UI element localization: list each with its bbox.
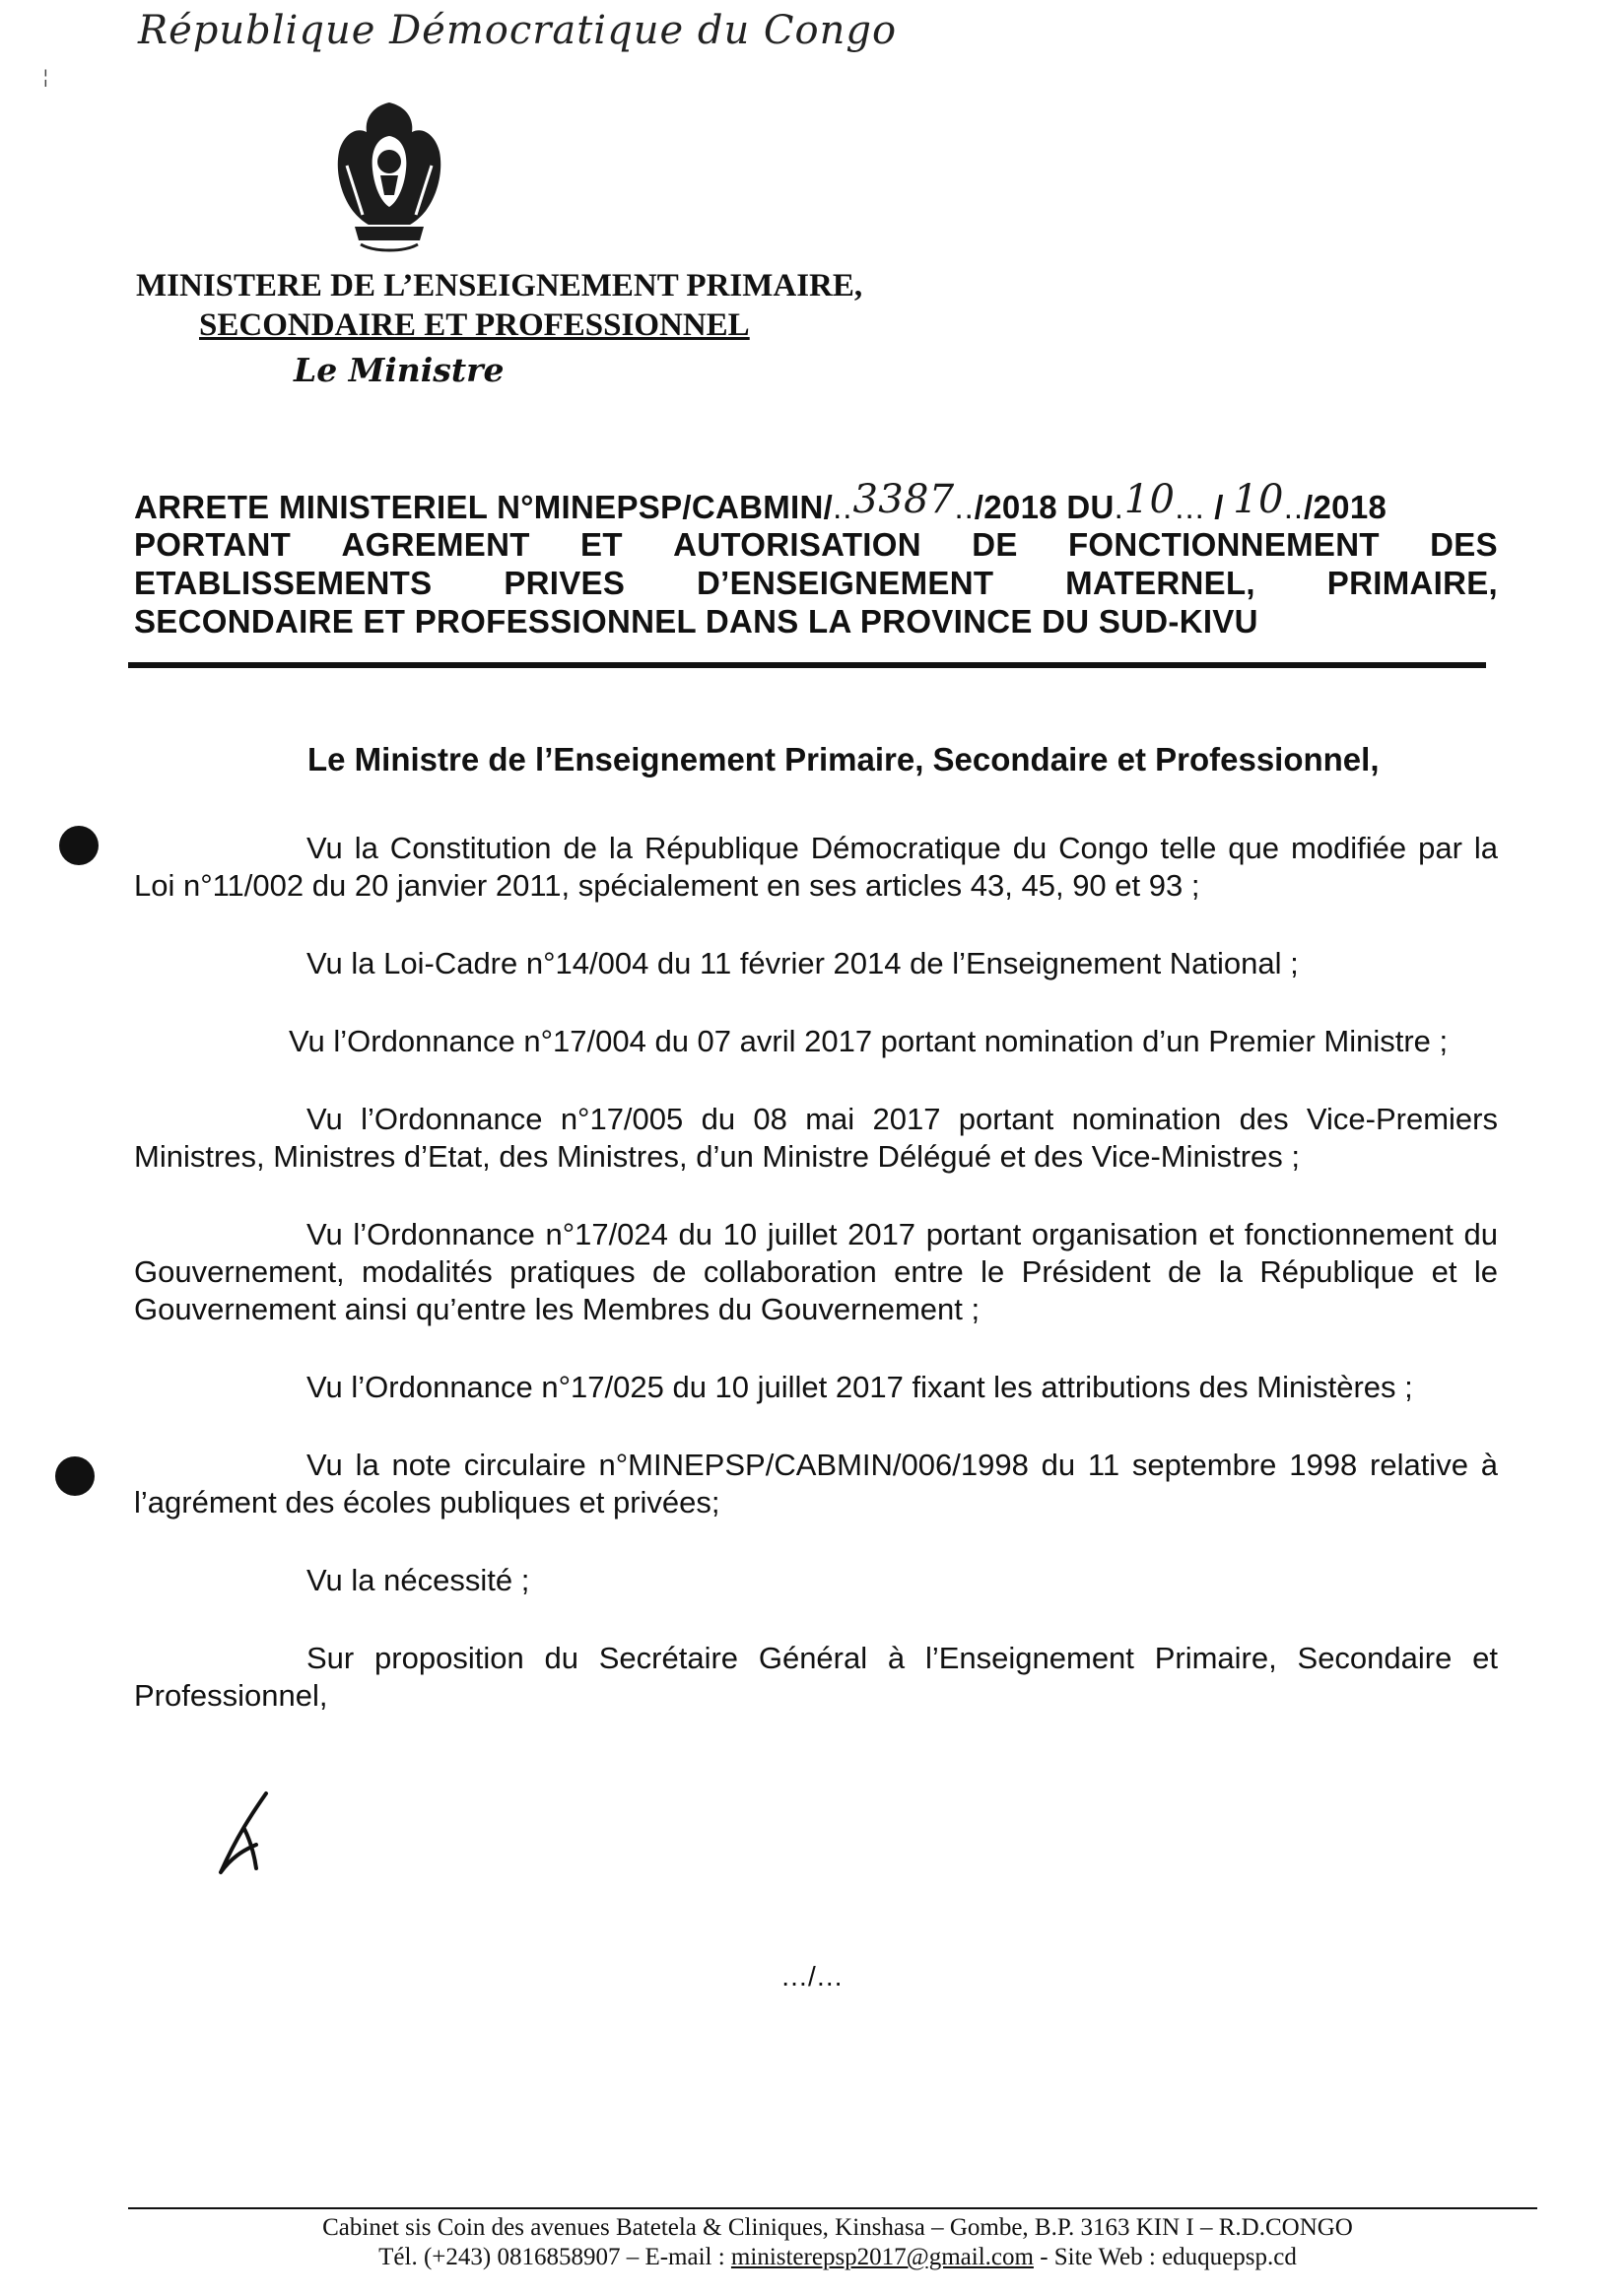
ministry-name-line-1: MINISTERE DE L’ENSEIGNEMENT PRIMAIRE, bbox=[136, 268, 863, 304]
preamble-paragraph: Vu la Constitution de la République Démocratique du Congo telle que modifiée par la Loi n°11/002 du 20 janvier 2011, spécialement en ses articles 43, 45, 90 et 93 ; bbox=[134, 831, 1498, 903]
arrete-reference-line: ARRETE MINISTERIEL N°MINEPSP/CABMIN/..3387../2018 DU.10... / 10../2018 bbox=[134, 477, 1387, 525]
arrete-number-suffix: /2018 DU bbox=[974, 489, 1115, 525]
arrete-title-line-2: PORTANT AGREMENT ET AUTORISATION DE FONCTIONNEMENT DES bbox=[134, 526, 1498, 563]
handwritten-initial-mark bbox=[207, 1790, 276, 1878]
footer-email-link[interactable]: ministerepsp2017@gmail.com bbox=[730, 2244, 1034, 2270]
preamble-paragraph: Sur proposition du Secrétaire Général à l’Enseignement Primaire, Secondaire et Professionnel, bbox=[134, 1641, 1498, 1713]
office-title: Le Ministre bbox=[294, 351, 505, 389]
handwritten-day: 10 bbox=[1123, 477, 1176, 522]
preamble-paragraph: Vu la note circulaire n°MINEPSP/CABMIN/006/1998 du 11 septembre 1998 relative à l’agrément des écoles publiques et privées; bbox=[134, 1448, 1498, 1519]
ministry-name-line-2: SECONDAIRE ET PROFESSIONNEL bbox=[199, 307, 750, 343]
preamble bbox=[134, 830, 1498, 1755]
footer-contact: Tél. (+243) 0816858907 – E-mail : ministerepsp2017@gmail.com - Site Web : eduquepsp.cd bbox=[378, 2244, 1297, 2270]
punch-hole-mark bbox=[59, 826, 99, 865]
arrete-prefix: ARRETE MINISTERIEL N°MINEPSP/CABMIN/ bbox=[134, 489, 834, 525]
republic-header: République Démocratique du Congo bbox=[138, 8, 898, 53]
congo-coat-of-arms-icon bbox=[325, 97, 453, 259]
preamble-paragraph: Vu l’Ordonnance n°17/005 du 08 mai 2017 portant nomination des Vice-Premiers Ministres, Ministres d’Etat, des Ministres, d’un Ministre Délégué et des Vice-Ministres ; bbox=[134, 1102, 1498, 1174]
handwritten-number: 3387 bbox=[852, 477, 955, 522]
preamble-paragraph: Vu l’Ordonnance n°17/004 du 07 avril 2017 portant nomination d’un Premier Ministre ; bbox=[289, 1024, 1449, 1058]
page-continuation: …/… bbox=[780, 1961, 844, 1992]
arrete-title-line-4: SECONDAIRE ET PROFESSIONNEL DANS LA PROVINCE DU SUD-KIVU bbox=[134, 603, 1258, 640]
preamble-paragraph: Vu l’Ordonnance n°17/024 du 10 juillet 2017 portant organisation et fonctionnement du Gouvernement, modalités pratiques de collaboration entre le Président de la République et le Gouvernement ainsi qu’entre les Membres du Gouvernement ; bbox=[134, 1217, 1498, 1326]
footer-address: Cabinet sis Coin des avenues Batetela & Cliniques, Kinshasa – Gombe, B.P. 3163 KIN I – R.D.CONGO bbox=[322, 2214, 1353, 2241]
footer bbox=[99, 2213, 1577, 2272]
margin-mark: ¦ bbox=[43, 67, 48, 87]
punch-hole-mark bbox=[55, 1456, 95, 1496]
arrete-year: /2018 bbox=[1304, 489, 1387, 525]
preamble-paragraph: Vu la nécessité ; bbox=[306, 1563, 530, 1597]
footer-divider bbox=[128, 2207, 1537, 2209]
title-divider bbox=[128, 662, 1486, 668]
handwritten-month: 10 bbox=[1233, 477, 1284, 522]
arrete-title bbox=[134, 477, 1498, 641]
preamble-paragraph: Vu l’Ordonnance n°17/025 du 10 juillet 2017 fixant les attributions des Ministères ; bbox=[306, 1370, 1413, 1404]
minister-heading: Le Ministre de l’Enseignement Primaire, Secondaire et Professionnel, bbox=[307, 741, 1380, 777]
arrete-title-line-3: ETABLISSEMENTS PRIVES D’ENSEIGNEMENT MATERNEL, PRIMAIRE, bbox=[134, 565, 1498, 601]
preamble-paragraph: Vu la Loi-Cadre n°14/004 du 11 février 2014 de l’Enseignement National ; bbox=[306, 946, 1299, 980]
